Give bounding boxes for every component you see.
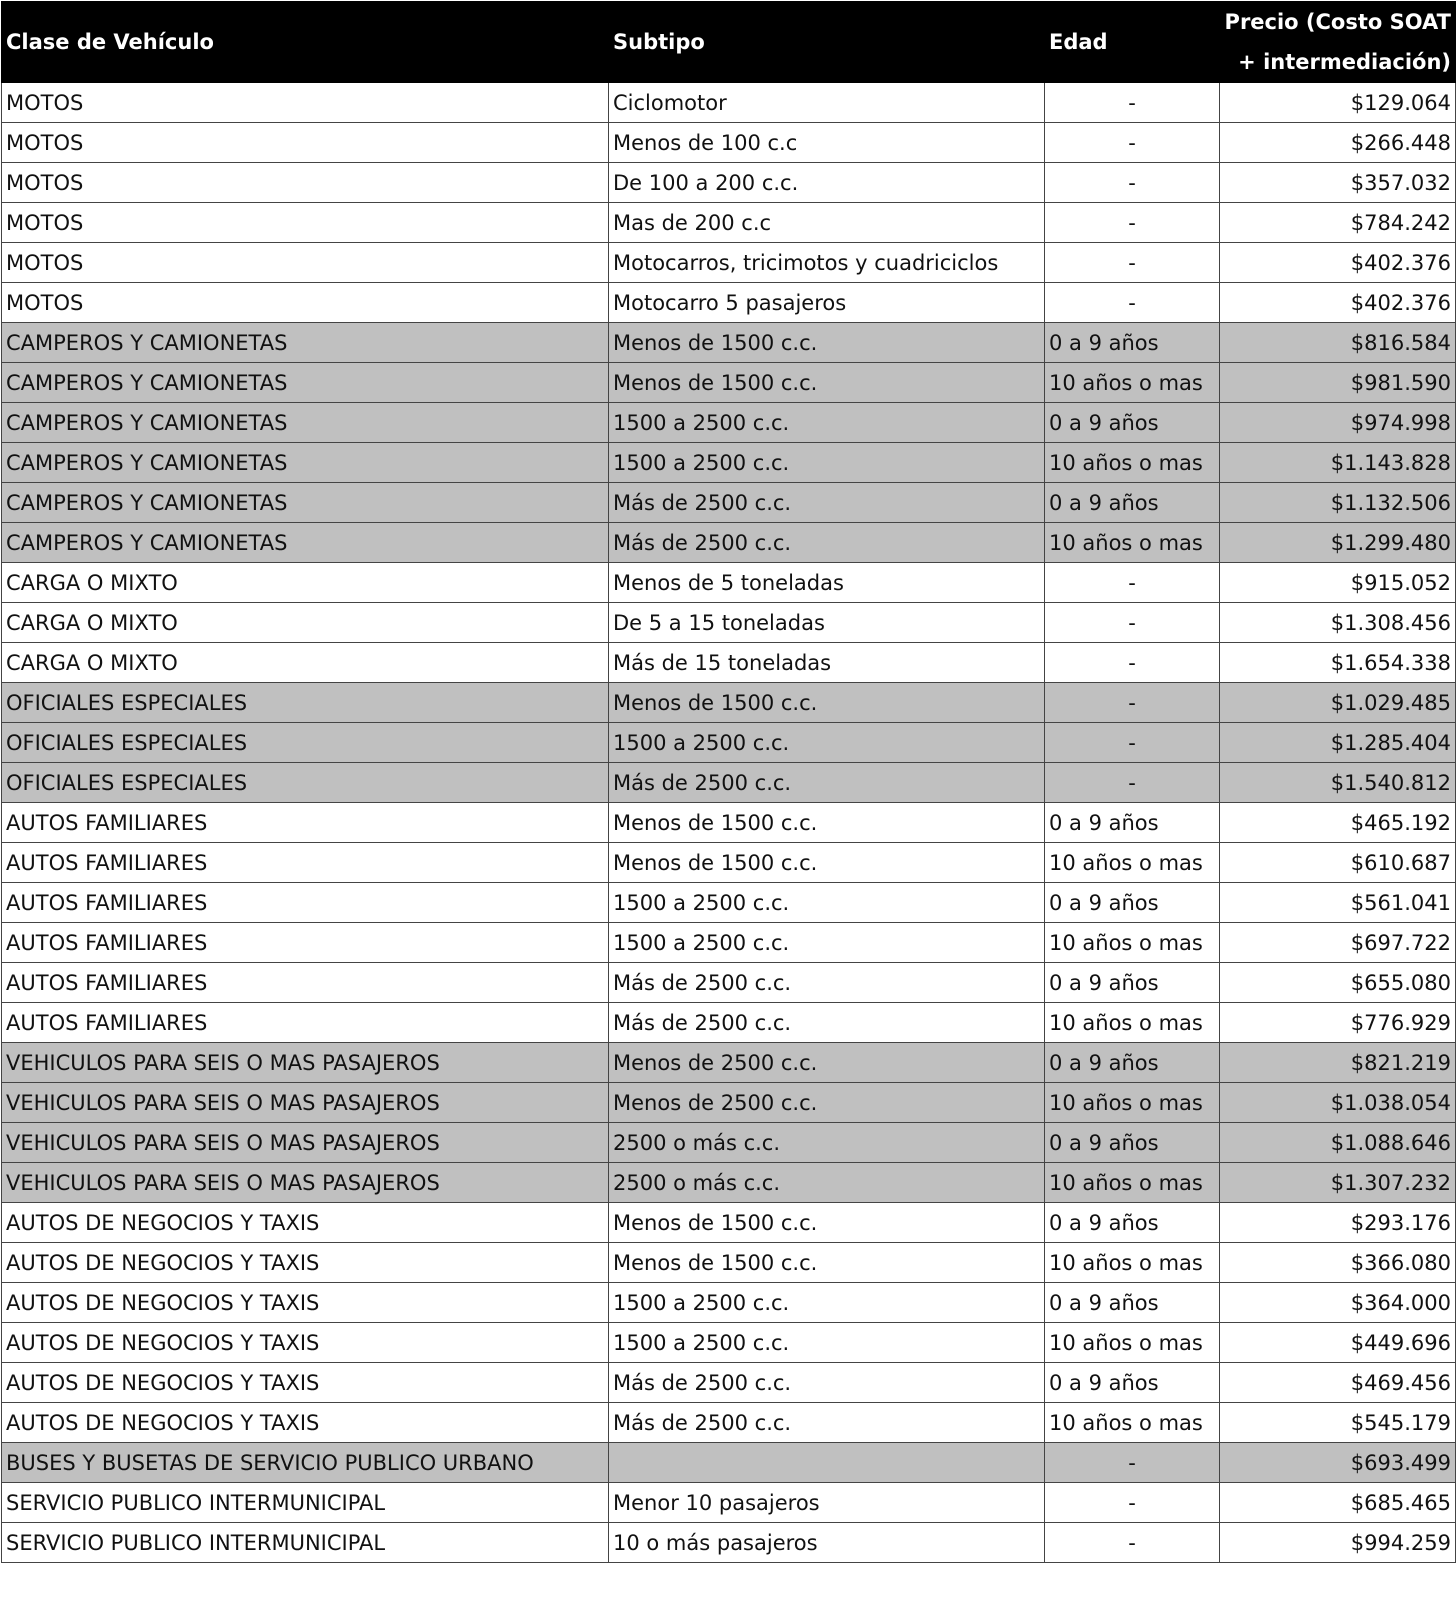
cell-precio: $561.041 [1220,883,1456,923]
cell-subtipo: Ciclomotor [609,83,1045,123]
cell-precio: $981.590 [1220,363,1456,403]
cell-edad: 0 a 9 años [1045,883,1220,923]
cell-subtipo: Menos de 1500 c.c. [609,683,1045,723]
cell-subtipo: Más de 2500 c.c. [609,1363,1045,1403]
cell-precio: $685.465 [1220,1483,1456,1523]
cell-subtipo: 10 o más pasajeros [609,1523,1045,1563]
table-body [2,83,1456,1563]
cell-edad: - [1045,603,1220,643]
table-row [2,1203,1456,1243]
cell-clase: CAMPEROS Y CAMIONETAS [2,523,609,563]
cell-edad: 10 años o mas [1045,1003,1220,1043]
cell-subtipo [609,1443,1045,1483]
table-row [2,1163,1456,1203]
cell-precio: $974.998 [1220,403,1456,443]
header-edad: Edad [1045,2,1220,83]
cell-edad: 0 a 9 años [1045,1363,1220,1403]
cell-edad: 10 años o mas [1045,1163,1220,1203]
cell-precio: $776.929 [1220,1003,1456,1043]
header-clase: Clase de Vehículo [2,2,609,83]
cell-subtipo: Más de 2500 c.c. [609,1403,1045,1443]
cell-subtipo: Más de 15 toneladas [609,643,1045,683]
cell-edad: 0 a 9 años [1045,323,1220,363]
cell-edad: - [1045,163,1220,203]
cell-edad: - [1045,83,1220,123]
cell-edad: 10 años o mas [1045,363,1220,403]
table-row [2,683,1456,723]
cell-subtipo: Menos de 1500 c.c. [609,323,1045,363]
cell-edad: 0 a 9 años [1045,963,1220,1003]
cell-edad: - [1045,1443,1220,1483]
header-row [2,2,1456,83]
table-row [2,323,1456,363]
header-precio-line1: Precio (Costo SOAT [1224,10,1451,34]
header-precio-line2: + intermediación) [1238,50,1451,74]
cell-clase: SERVICIO PUBLICO INTERMUNICIPAL [2,1523,609,1563]
cell-edad: - [1045,723,1220,763]
cell-subtipo: 1500 a 2500 c.c. [609,923,1045,963]
cell-clase: MOTOS [2,123,609,163]
cell-clase: AUTOS DE NEGOCIOS Y TAXIS [2,1283,609,1323]
table-row [2,403,1456,443]
cell-edad: - [1045,123,1220,163]
cell-clase: VEHICULOS PARA SEIS O MAS PASAJEROS [2,1043,609,1083]
cell-precio: $1.088.646 [1220,1123,1456,1163]
cell-precio: $1.308.456 [1220,603,1456,643]
cell-edad: 10 años o mas [1045,923,1220,963]
table-row [2,1483,1456,1523]
cell-subtipo: 1500 a 2500 c.c. [609,443,1045,483]
table-row [2,1003,1456,1043]
cell-precio: $915.052 [1220,563,1456,603]
cell-precio: $293.176 [1220,1203,1456,1243]
cell-precio: $129.064 [1220,83,1456,123]
cell-precio: $449.696 [1220,1323,1456,1363]
cell-clase: CARGA O MIXTO [2,563,609,603]
cell-edad: - [1045,243,1220,283]
cell-subtipo: 2500 o más c.c. [609,1123,1045,1163]
cell-clase: MOTOS [2,243,609,283]
table-row [2,963,1456,1003]
cell-clase: CARGA O MIXTO [2,643,609,683]
cell-precio: $1.654.338 [1220,643,1456,683]
cell-clase: AUTOS FAMILIARES [2,843,609,883]
cell-clase: SERVICIO PUBLICO INTERMUNICIPAL [2,1483,609,1523]
table-row [2,483,1456,523]
cell-edad: 0 a 9 años [1045,1283,1220,1323]
cell-clase: CARGA O MIXTO [2,603,609,643]
cell-precio: $816.584 [1220,323,1456,363]
table-row [2,563,1456,603]
cell-subtipo: Más de 2500 c.c. [609,963,1045,1003]
cell-clase: MOTOS [2,163,609,203]
table-row [2,1083,1456,1123]
table-row [2,203,1456,243]
cell-clase: AUTOS FAMILIARES [2,803,609,843]
cell-subtipo: 1500 a 2500 c.c. [609,883,1045,923]
cell-subtipo: 1500 a 2500 c.c. [609,723,1045,763]
cell-precio: $357.032 [1220,163,1456,203]
cell-edad: 10 años o mas [1045,1083,1220,1123]
cell-subtipo: Más de 2500 c.c. [609,763,1045,803]
header-precio [1220,2,1456,83]
cell-subtipo: 1500 a 2500 c.c. [609,1323,1045,1363]
table-row [2,1443,1456,1483]
cell-subtipo: 1500 a 2500 c.c. [609,403,1045,443]
cell-subtipo: Más de 2500 c.c. [609,1003,1045,1043]
cell-precio: $469.456 [1220,1363,1456,1403]
cell-edad: 0 a 9 años [1045,483,1220,523]
cell-precio: $402.376 [1220,283,1456,323]
table-row [2,723,1456,763]
cell-subtipo: Menos de 2500 c.c. [609,1043,1045,1083]
cell-edad: 0 a 9 años [1045,1043,1220,1083]
cell-precio: $1.540.812 [1220,763,1456,803]
cell-precio: $784.242 [1220,203,1456,243]
cell-subtipo: De 5 a 15 toneladas [609,603,1045,643]
cell-subtipo: De 100 a 200 c.c. [609,163,1045,203]
table-header [2,2,1456,83]
cell-precio: $366.080 [1220,1243,1456,1283]
cell-precio: $364.000 [1220,1283,1456,1323]
cell-clase: CAMPEROS Y CAMIONETAS [2,403,609,443]
table-row [2,643,1456,683]
soat-price-table [1,1,1456,1563]
table-row [2,1043,1456,1083]
table-row [2,1283,1456,1323]
cell-subtipo: Menos de 1500 c.c. [609,803,1045,843]
cell-edad: 10 años o mas [1045,1243,1220,1283]
cell-clase: CAMPEROS Y CAMIONETAS [2,483,609,523]
cell-edad: - [1045,683,1220,723]
cell-edad: - [1045,563,1220,603]
cell-clase: AUTOS DE NEGOCIOS Y TAXIS [2,1323,609,1363]
cell-edad: 10 años o mas [1045,1403,1220,1443]
table-row [2,1363,1456,1403]
cell-clase: OFICIALES ESPECIALES [2,763,609,803]
table-row [2,603,1456,643]
cell-subtipo: Motocarro 5 pasajeros [609,283,1045,323]
cell-clase: VEHICULOS PARA SEIS O MAS PASAJEROS [2,1123,609,1163]
table-row [2,1323,1456,1363]
cell-precio: $821.219 [1220,1043,1456,1083]
cell-subtipo: Mas de 200 c.c [609,203,1045,243]
cell-clase: AUTOS DE NEGOCIOS Y TAXIS [2,1243,609,1283]
cell-subtipo: Motocarros, tricimotos y cuadriciclos [609,243,1045,283]
cell-precio: $994.259 [1220,1523,1456,1563]
cell-clase: AUTOS FAMILIARES [2,1003,609,1043]
table-row [2,83,1456,123]
cell-clase: VEHICULOS PARA SEIS O MAS PASAJEROS [2,1163,609,1203]
cell-clase: MOTOS [2,283,609,323]
cell-subtipo: Menos de 1500 c.c. [609,843,1045,883]
cell-edad: 10 años o mas [1045,443,1220,483]
cell-edad: 10 años o mas [1045,523,1220,563]
table-row [2,243,1456,283]
table-row [2,123,1456,163]
table-row [2,843,1456,883]
cell-precio: $266.448 [1220,123,1456,163]
cell-precio: $1.029.485 [1220,683,1456,723]
cell-subtipo: Más de 2500 c.c. [609,523,1045,563]
cell-clase: MOTOS [2,203,609,243]
cell-clase: OFICIALES ESPECIALES [2,723,609,763]
cell-precio: $1.285.404 [1220,723,1456,763]
header-subtipo: Subtipo [609,2,1045,83]
cell-clase: BUSES Y BUSETAS DE SERVICIO PUBLICO URBANO [2,1443,609,1483]
cell-precio: $465.192 [1220,803,1456,843]
cell-subtipo: 1500 a 2500 c.c. [609,1283,1045,1323]
cell-edad: - [1045,203,1220,243]
cell-precio: $1.307.232 [1220,1163,1456,1203]
cell-clase: CAMPEROS Y CAMIONETAS [2,363,609,403]
cell-clase: CAMPEROS Y CAMIONETAS [2,443,609,483]
table-row [2,923,1456,963]
cell-subtipo: Menos de 1500 c.c. [609,363,1045,403]
cell-clase: AUTOS DE NEGOCIOS Y TAXIS [2,1203,609,1243]
cell-clase: AUTOS FAMILIARES [2,883,609,923]
table-row [2,1403,1456,1443]
cell-precio: $1.143.828 [1220,443,1456,483]
cell-subtipo: Más de 2500 c.c. [609,483,1045,523]
cell-clase: MOTOS [2,83,609,123]
cell-edad: 0 a 9 años [1045,1123,1220,1163]
cell-edad: - [1045,763,1220,803]
table-row [2,1523,1456,1563]
table-row [2,803,1456,843]
cell-precio: $693.499 [1220,1443,1456,1483]
cell-edad: - [1045,283,1220,323]
table-row [2,443,1456,483]
cell-precio: $1.038.054 [1220,1083,1456,1123]
cell-clase: AUTOS DE NEGOCIOS Y TAXIS [2,1403,609,1443]
cell-subtipo: Menos de 5 toneladas [609,563,1045,603]
cell-edad: 10 años o mas [1045,1323,1220,1363]
cell-precio: $1.132.506 [1220,483,1456,523]
table-row [2,163,1456,203]
cell-edad: 0 a 9 años [1045,1203,1220,1243]
table-row [2,363,1456,403]
cell-precio: $697.722 [1220,923,1456,963]
cell-subtipo: Menor 10 pasajeros [609,1483,1045,1523]
cell-edad: - [1045,1483,1220,1523]
cell-edad: - [1045,1523,1220,1563]
table-row [2,1243,1456,1283]
cell-clase: VEHICULOS PARA SEIS O MAS PASAJEROS [2,1083,609,1123]
cell-precio: $545.179 [1220,1403,1456,1443]
cell-precio: $402.376 [1220,243,1456,283]
cell-clase: OFICIALES ESPECIALES [2,683,609,723]
cell-edad: 10 años o mas [1045,843,1220,883]
table-row [2,283,1456,323]
table-row [2,1123,1456,1163]
cell-clase: CAMPEROS Y CAMIONETAS [2,323,609,363]
table-row [2,883,1456,923]
cell-subtipo: Menos de 1500 c.c. [609,1203,1045,1243]
cell-edad: - [1045,643,1220,683]
table-row [2,763,1456,803]
cell-edad: 0 a 9 años [1045,403,1220,443]
cell-subtipo: Menos de 100 c.c [609,123,1045,163]
cell-clase: AUTOS DE NEGOCIOS Y TAXIS [2,1363,609,1403]
cell-precio: $610.687 [1220,843,1456,883]
cell-subtipo: 2500 o más c.c. [609,1163,1045,1203]
cell-subtipo: Menos de 1500 c.c. [609,1243,1045,1283]
cell-edad: 0 a 9 años [1045,803,1220,843]
table-row [2,523,1456,563]
cell-clase: AUTOS FAMILIARES [2,923,609,963]
cell-subtipo: Menos de 2500 c.c. [609,1083,1045,1123]
cell-precio: $655.080 [1220,963,1456,1003]
cell-precio: $1.299.480 [1220,523,1456,563]
cell-clase: AUTOS FAMILIARES [2,963,609,1003]
